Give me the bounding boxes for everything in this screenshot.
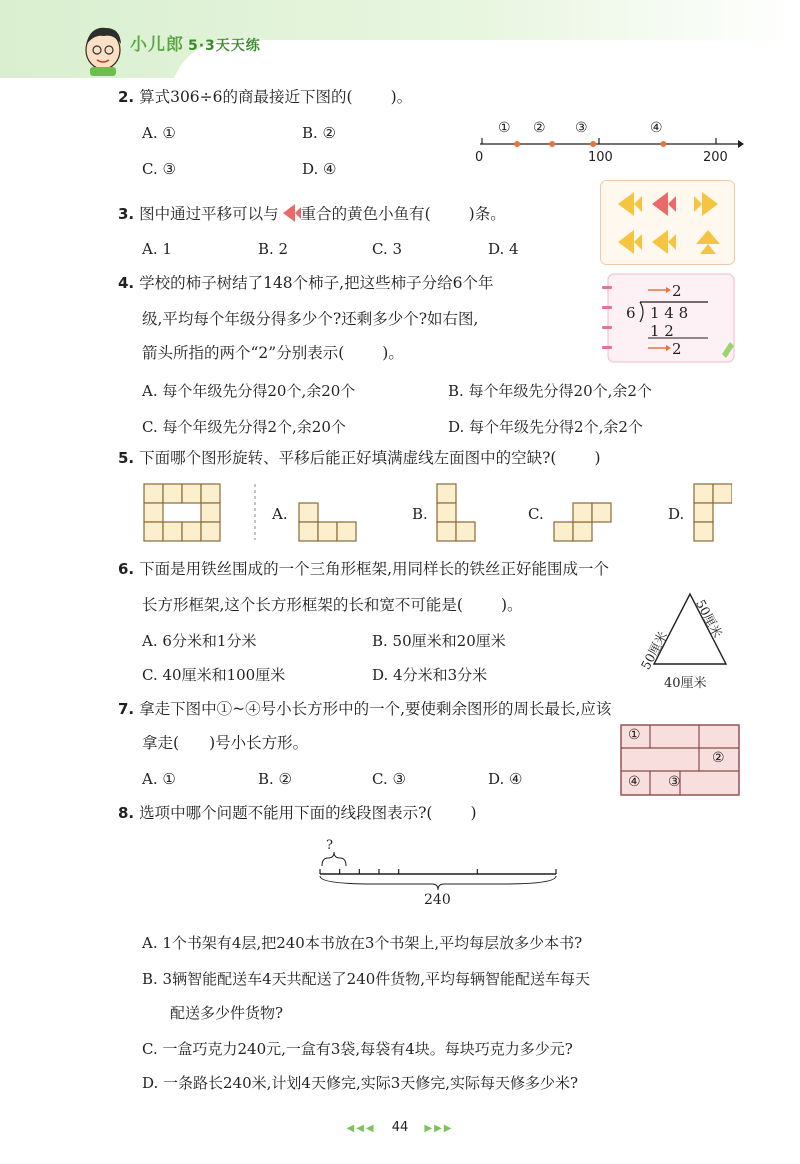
point-label-1: ① [498, 120, 511, 136]
triangle-bottom-label: 40厘米 [664, 676, 707, 691]
division-remainder: 2 [672, 340, 682, 358]
brand-name: 小儿郎 [130, 35, 184, 55]
q6-option-c[interactable]: C. 40厘米和100厘米 [142, 666, 286, 684]
number-line-label-200: 200 [703, 150, 728, 165]
q7-option-a[interactable]: A. ① [142, 770, 176, 788]
q3-close: )条。 [468, 205, 506, 223]
grid-label-3: ③ [668, 774, 681, 790]
q5-figures [142, 482, 732, 542]
q3-option-c[interactable]: C. 3 [372, 240, 403, 258]
q2-option-c[interactable]: C. ③ [142, 160, 176, 178]
q8-option-b[interactable]: B. 3辆智能配送车4天共配送了240件货物,平均每辆智能配送车每天 [142, 970, 591, 988]
q5-shape-d [694, 484, 732, 541]
q4-line3 [142, 346, 404, 362]
q5-option-c[interactable]: C. [528, 505, 544, 523]
q8-close: ) [470, 804, 477, 822]
division-dividend: 1 4 8 [650, 304, 689, 322]
q5-stem [118, 451, 601, 467]
point-label-2: ② [533, 120, 546, 136]
q7-close: )号小长方形。 [209, 734, 309, 752]
triangle-right-label: 50厘米 [692, 596, 726, 641]
q4-close: )。 [382, 344, 404, 362]
segment-question-mark: ? [326, 838, 333, 853]
q8-option-c[interactable]: C. 一盒巧克力240元,一盒有3袋,每袋有4块。每块巧克力多少元? [142, 1040, 573, 1058]
grid-label-4: ④ [628, 774, 641, 790]
q2-option-a[interactable]: A. ① [142, 124, 176, 142]
q3-text-before: 图中通过平移可以与 [139, 205, 279, 223]
q5-close: ) [594, 449, 601, 467]
triangle-left-label: 50厘米 [637, 628, 671, 672]
segment-diagram [314, 840, 564, 890]
point-label-4: ④ [650, 120, 663, 136]
number-line-point-4 [660, 141, 666, 147]
number-line-point-3 [590, 141, 596, 147]
q5-option-b[interactable]: B. [412, 505, 428, 523]
q7-line1 [118, 702, 611, 718]
boy-mascot-icon [80, 20, 126, 76]
q5-option-a[interactable]: A. [272, 505, 288, 523]
q5-number: 5. [118, 449, 135, 467]
q8-option-b-cont[interactable]: 配送多少件货物? [170, 1004, 284, 1022]
page-footer [0, 1120, 800, 1135]
q7-text-1: 拿走下图中①~④号小长方形中的一个,要使剩余图形的周长最长,应该 [139, 700, 612, 718]
q2-number: 2. [118, 88, 135, 106]
q5-target-shape [144, 484, 220, 541]
number-line-point-1 [514, 141, 520, 147]
q8-option-a[interactable]: A. 1个书架有4层,把240本书放在3个书架上,平均每层放多少本书? [142, 934, 583, 952]
q3-option-b[interactable]: B. 2 [258, 240, 289, 258]
q5-shape-b [437, 484, 475, 541]
q3-option-a[interactable]: A. 1 [142, 240, 172, 258]
q4-text-2: 级,平均每个年级分得多少个?还剩多少个?如右图, [142, 310, 479, 328]
fish-grid [600, 180, 735, 265]
q2-option-b[interactable]: B. ② [302, 124, 337, 142]
number-line-label-100: 100 [588, 150, 613, 165]
q4-number: 4. [118, 274, 135, 292]
q4-option-b[interactable]: B. 每个年级先分得20个,余2个 [448, 382, 652, 400]
q6-number: 6. [118, 560, 135, 578]
q8-stem [118, 806, 477, 822]
right-arrows-icon: ▶▶▶ [424, 1123, 454, 1134]
q5-text: 下面哪个图形旋转、平移后能正好填满虚线左面图中的空缺?( [139, 449, 557, 467]
q8-number: 8. [118, 804, 135, 822]
division-product: 1 2 [650, 322, 674, 340]
q7-number: 7. [118, 700, 135, 718]
q6-option-d[interactable]: D. 4分米和3分米 [372, 666, 488, 684]
q6-line2 [142, 598, 523, 614]
q6-text-1: 下面是用铁丝围成的一个三角形框架,用同样长的铁丝正好能围成一个 [139, 560, 610, 578]
number-line-label-0: 0 [475, 150, 484, 165]
q2-option-d[interactable]: D. ④ [302, 160, 337, 178]
pink-fish-icon [279, 202, 301, 224]
page-number: 44 [391, 1120, 409, 1135]
q8-text: 选项中哪个问题不能用下面的线段图表示?( [139, 804, 433, 822]
grid-label-1: ① [628, 727, 641, 743]
q7-option-c[interactable]: C. ③ [372, 770, 406, 788]
q6-option-b[interactable]: B. 50厘米和20厘米 [372, 632, 506, 650]
q3-option-d[interactable]: D. 4 [488, 240, 519, 258]
brand-title [130, 30, 261, 55]
q5-shape-a [299, 503, 356, 541]
q5-shape-c [554, 503, 611, 541]
q4-text-3: 箭头所指的两个“2”分别表示( [142, 344, 345, 362]
q2-text: 算式306÷6的商最接近下图的( [139, 88, 353, 106]
q3-text-after: 重合的黄色小鱼有( [300, 205, 431, 223]
division-divisor: 6 [626, 304, 636, 322]
q6-line1 [118, 562, 609, 578]
q5-option-d[interactable]: D. [668, 505, 685, 523]
q8-option-d[interactable]: D. 一条路长240米,计划4天修完,实际3天修完,实际每天修多少米? [142, 1074, 579, 1092]
q4-text-1: 学校的柿子树结了148个柿子,把这些柿子分给6个年 [139, 274, 494, 292]
q2-stem [118, 90, 412, 106]
number-line-point-2 [549, 141, 555, 147]
q7-text-2: 拿走( [142, 734, 180, 752]
q7-option-b[interactable]: B. ② [258, 770, 293, 788]
segment-total: 240 [424, 892, 451, 908]
q4-line1 [118, 276, 493, 292]
series-name: 5·3天天练 [188, 38, 261, 54]
q4-option-a[interactable]: A. 每个年级先分得20个,余20个 [142, 382, 356, 400]
division-quotient: 2 [672, 282, 682, 300]
q3-stem [118, 202, 506, 224]
q2-close: )。 [390, 88, 413, 106]
q6-text-2: 长方形框架,这个长方形框架的长和宽不可能是( [142, 596, 463, 614]
q6-close: )。 [500, 596, 523, 614]
q6-option-a[interactable]: A. 6分米和1分米 [142, 632, 257, 650]
grid-label-2: ② [712, 750, 725, 766]
q7-line2 [142, 736, 308, 752]
point-label-3: ③ [575, 120, 588, 136]
q7-option-d[interactable]: D. ④ [488, 770, 523, 788]
left-arrows-icon: ◀◀◀ [346, 1123, 376, 1134]
q3-number: 3. [118, 205, 135, 223]
q4-option-d[interactable]: D. 每个年级先分得2个,余2个 [448, 418, 643, 436]
q4-option-c[interactable]: C. 每个年级先分得2个,余20个 [142, 418, 346, 436]
